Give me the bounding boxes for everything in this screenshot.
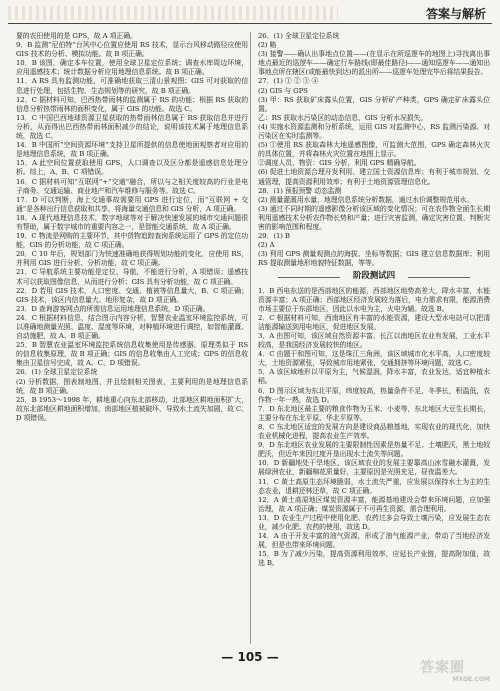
answer-paragraph: (2) 略: [258, 41, 277, 50]
header-title: 答案与解析: [425, 7, 486, 21]
answer-paragraph: 8．C 东北地区适宜的发展方向是建设商品粮基地，实现农业的现代化，加快农业机械化进程，提高农业生产效率。: [258, 422, 490, 441]
answer-paragraph: 1．B 西电东送的是西部地区的能源，西部地区地势高差大，降水丰富，水能资源丰富；A 项正确；西部地区经济发展较为落后，电力需求有限，能源消费市场主要位于东部地区，因此以水电为主，火电为辅。故选 B。: [258, 286, 490, 313]
answer-paragraph: 9．D 东北地区农业发展的主要限制性因素是热量不足、土壤肥沃，黑土地较肥沃，但近年来因过度开垦出现水土流失等问题。: [258, 441, 490, 459]
answer-paragraph: 16．C 据材料可知“互联网”+“交通”融合，所以与之相关度较高的行业是电子商务、交通运输、商业地产和汽车维修与服务等。故选 C。: [16, 177, 248, 195]
answer-paragraph: 13．D 农业生产过程中使用化肥、农药过多会导致土壤污染，应发展生态农业，减少化肥、农药的使用，故选 D。: [258, 513, 490, 531]
answer-paragraph: 13．C 中国巴西地球资源卫星获取的热带雨林信息属于 RS 获取信息并进行分析，从而得出巴西热带雨林面积减少的结论，说明该技术属于地理信息系统，故选 C。: [16, 113, 248, 141]
answer-paragraph: 15．A 此空间位置获取使用 GPS，人口调查以及区分都是遥感信息处理分析。综上，A、B、C 项错误。: [16, 159, 248, 177]
answer-paragraph: 15．B 为了减少污染，提高资源利用效率，应延长产业链，提高附加值，故选 B。: [258, 550, 490, 568]
section-title: 阶段测试四: [258, 272, 490, 281]
answer-paragraph: (6) 促进土地资源合理开发利用、建立国土资源信息库；有利于城市规划、交通管理，提高资源利用效率；有利于土地资源管理信息化。: [258, 168, 490, 186]
answer-paragraph: 乙：RS 获取水污染区的动态信息，GIS 分析水况损失。: [258, 113, 428, 122]
answer-paragraph: 7．D 东北地区最主要的粮食作物为玉米、小麦等，东北地区大豆生长期长，主要分布在东北平原、华北平原等。: [258, 404, 490, 422]
answer-paragraph: (5) ①使用 RS 获取森林大地遥感图像，可监测大范围，GPS 确定森林火灾的具体位置，并将森林火灾位置在地图上显示。: [258, 141, 490, 159]
answer-paragraph: 20．C 10 年后，规划部门为快速准确地获得规划功能的变化，应使用 RS，并利用 GIS 进行分析、分析功能，故 C 项正确。: [16, 250, 248, 268]
answer-paragraph: 25．B 智慧农业温室环境监控系统信息收集使用是传感器，原理类似于 RS 的信息收集原理，故 B 项正确；GIS 的信息收集由人工完成；GPS 的信息收集由卫星信号完成，故 A、C、D 项错误。: [16, 341, 248, 368]
right-column: [258, 32, 490, 644]
header-rule: [8, 23, 492, 24]
answer-paragraph: 5．A 该区域地形以平原为主，气候湿润，降水丰富，农业发达，适宜种植水稻。: [258, 368, 490, 386]
answer-paragraph: ②调度人员、物资：GIS 分析，利用 GPS 精确导航。: [258, 159, 421, 168]
answer-paragraph: (4) 实施水资源监测和分析系统，运用 GIS 对监测中心，RS 监测污染源、对污染区在实时监测等。: [258, 122, 490, 141]
answer-paragraph: 10．B 该图，确定本车位置，使用全球卫星定位系统；调查水库周边环境，应用遥感技术；统计数据分析应用地理信息系统。故 B 项正确。: [16, 59, 248, 77]
answer-paragraph: (2) 分析数据，图表制地图，并且绘制相关图表，主要利用的是地理信息系统，故 B 项正确。: [16, 377, 248, 395]
page-header: [0, 0, 500, 28]
answer-paragraph: 4．C 由题干和图可知，这是珠江三角洲，该区域城市化水平高，人口密度较大，土地资源紧张，导致城市用地紧张，交通拥挤等环境问题，故选 C。: [258, 350, 490, 368]
watermark-logo: [420, 657, 490, 683]
page-number: — 105 —: [221, 650, 279, 664]
watermark-text: 答案圈: [420, 660, 465, 676]
answer-paragraph: 25．B 1953～1998 年，耕地重心向东北部移动，北部地区耕地面积扩大，故东北部地区耕地面积增加，南部地区植被破坏，导致水土流失加剧，故 C、D 项错误。: [16, 395, 248, 422]
answer-paragraph: 26．(1) 全球卫星定位系统: [258, 32, 340, 40]
answer-paragraph: 14．B 中国所“空间资源环境”支持卫星所提供的信息使地面观察者对应用的是地理信息系统，故 B 项正确。: [16, 141, 248, 159]
answer-paragraph: 6．D 图示区域为东北平原，纬度较高，热量条件不足，冬季长，积温低，农作物一年一熟，故选 D。: [258, 386, 490, 404]
answer-paragraph: 12．A 黄土高原地区煤炭资源丰富，能源基地建设会带来环境问题，应加强治理，故 A 项正确；煤炭资源属于不可再生资源，需合理利用。: [258, 495, 490, 513]
column-divider: [250, 32, 251, 644]
answer-paragraph: (2) A: [258, 241, 275, 250]
answer-paragraph: 14．A 由于开发丰富的油气资源，形成了油气能源产业，带动了当地经济发展，但是也带来环境问题。: [258, 532, 490, 550]
answer-paragraph: 17．D 可以判断，海上交通事故需要用 GPS 进行定位，而“互联网 + 交通”是各种出行信息获取和共享，将海量交通信息和 GIS 分析，A 项正确。: [16, 195, 248, 213]
answer-paragraph: 11．C 黄土高原生态环境脆弱，水土流失严重，应发展以保持水土为主的生态农业，退耕还林还草，故 C 项正确。: [258, 477, 490, 495]
header-decoration: [8, 6, 338, 20]
answer-paragraph: 27．(1) ① ② ③ ④: [258, 77, 319, 86]
answer-paragraph: (3) 利用 GPS 测量观测点的海拔、坐标等数据；GIS 建立信息数据库；利用 RS 提取测量地形地貌特征数据，等等。: [258, 250, 490, 268]
answer-paragraph: (3) 接警——确认出事地点位置——(在显示在所巡逻车的地图上)寻找离出事地点最近的巡逻车——确定行车路线(即最佳路径)——通知巡逻车——通知出事地点所在辖区(或能最快到达)的派出所——巡逻车处理完毕后将结果报告。: [258, 50, 490, 77]
answer-paragraph: (3) 甲：RS 获取矿床露头位置，GIS 分析矿产种类，GPS 确定矿床露头位置。: [258, 95, 490, 113]
answer-paragraph: 26．(1) 全球卫星定位系统: [16, 368, 98, 377]
answer-paragraph: 23．D 查询游客网点的所需信息运用地理信息系统，D 项正确。: [16, 304, 210, 313]
answer-paragraph: (2) 测量灌溉用水量，地理信息系统分析数据，通过水价调整规范用水。: [258, 195, 474, 204]
answer-paragraph: 2．C 根据材料可知，西南地区有丰富的水能资源，建设大型水电站可以把清洁能源输送到用电地区，促进地区发展。: [258, 313, 490, 331]
answer-paragraph: 19．C 物流是网购的主要环节，其中货物追踪查询系统运用了 GPS 的定位功能，GIS 的分析功能，故 C 项正确。: [16, 232, 248, 250]
answer-paragraph: 28．(1) 预报预警 动态监测: [258, 186, 342, 195]
answer-paragraph: 10．D 新疆地处干旱地区，该区域农业的发展主要靠高山冰雪融水灌溉，发展绿洲农业，新疆棉花质量好，主要原因是光照充足，昼夜温差大。: [258, 459, 490, 477]
answer-paragraph: 21．C 导航系统主要功能是定位、导航，不能进行分析，A 项错误；遥感技术可以获取图像信息，从而进行分析；GIS 具有分析功能，故 C 项正确。: [16, 268, 248, 286]
answer-paragraph: (3) 通过不同时期的遥感影像分析该区域的变化情况；可在农作物全面生长期利用遥感技术分析农作物长势和产量；进行灾害监测，确定灾害位置、判断灾害的影响范围和程度。: [258, 204, 490, 231]
answer-paragraph: 24．C 根据材料信息，结合图示内容分析，智慧农业温室环境监控系统，可以准确地测量光照、温度、湿度等环境，对种植环境进行调控，如智能灌溉、自动施肥，故 A、B 项正确。: [16, 313, 248, 341]
left-column: [16, 32, 248, 644]
answer-paragraph: 22．D 若用 GIS 技术，人口密度、交通、植被等信息量大，B、C 项正确；GIS 技术，该区内信息量大、地形复杂，故 D 项正确。: [16, 286, 248, 304]
answer-paragraph: (2) GIS 与 GPS: [258, 86, 308, 95]
answer-paragraph: 9．B 监测“尼伯特”台风中心位置应使用 RS 技术，显示台风移动路径应使用 GIS 技术的分析、模拟功能。故 B 项正确。: [16, 41, 248, 59]
answer-paragraph: 29．(1) B: [258, 232, 290, 241]
answer-paragraph: 3．A 由图可知，该区域自然资源丰富，长江以南地区农业有发展，工业水平较高，是我国经济发展较快的地区。: [258, 332, 490, 350]
answer-paragraph: 11．A RS 具有监测功能，可准确地获取三清山景观图；GIS 可对获取的信息进行处理，包括生物、生态规划等的研究，故 B 项正确。: [16, 77, 248, 95]
answer-paragraph: 要的农田使用的是 GPS，故 A 项正确。: [16, 32, 137, 40]
answer-paragraph: 12．C 据材料可知，巴西热带雨林的监测属于 RS 的功能；根据 RS 获取的信息分析热带雨林的面积变化，属于 GIS 的功能。故选 C。: [16, 95, 248, 113]
answer-paragraph: 18．A 现代地理信息技术，数字地球等对于解决快速发展的城市交通问题很有帮助，属于数字城市的重要内容之一，是智能交通系统，故 A 项正确。: [16, 213, 248, 231]
watermark-sub: MXQE.COM: [452, 676, 490, 683]
